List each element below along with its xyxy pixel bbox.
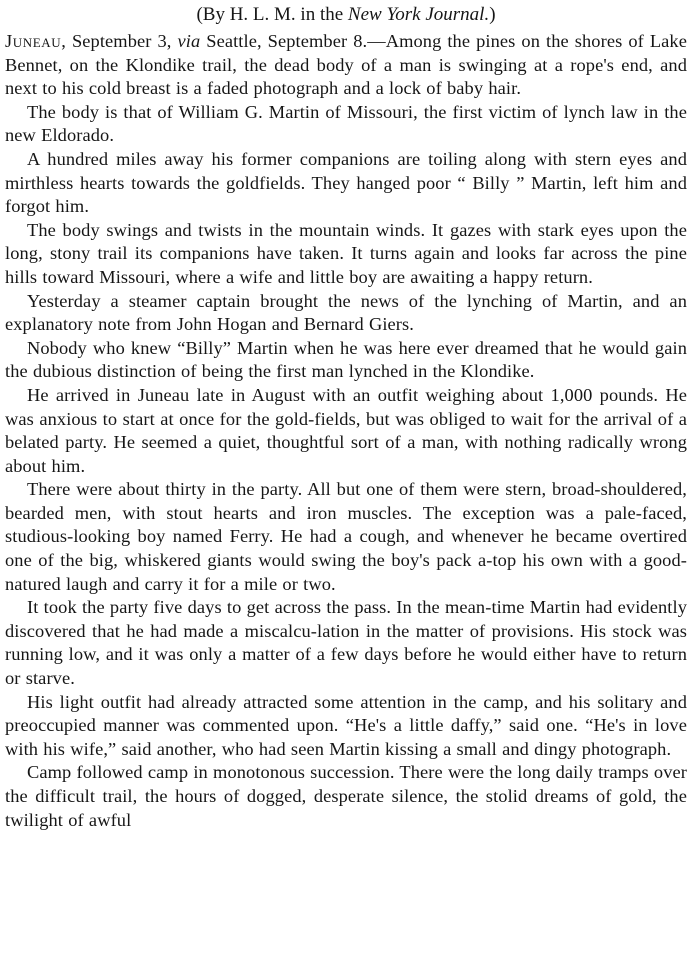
article-paragraph-4: The body swings and twists in the mountain winds. It gazes with stark eyes upon the long, stony trail its companions have taken. It turns again and looks far across the pine hills toward Missouri, where a wife and little boy are awaiting a happy return.	[5, 219, 687, 287]
dateline-rest: Seattle, September 8.—	[200, 31, 386, 51]
dateline-via: via	[177, 31, 201, 51]
dateline-place: Juneau	[5, 31, 62, 51]
article-paragraph-9: It took the party five days to get across the pass. In the mean-time Martin had evidently discovered that he had made a miscalcu-lation in the matter of provisions. His stock was running low, and it was only a matter of a few days before he would either have to return or starve.	[5, 597, 687, 689]
article-paragraph-8: There were about thirty in the party. All but one of them were stern, broad-shouldered, bearded men, with stout hearts and iron muscles. The exception was a pale-faced, studious-looking boy named Ferry. He had a cough, and whenever he became overtired one of the big, whiskered giants would swing the boy's pack a-top his own with a good-natured laugh and carry it for a mile or two.	[5, 479, 687, 594]
article-paragraph-5: Yesterday a steamer captain brought the news of the lynching of Martin, and an explanatory note from John Hogan and Bernard Giers.	[5, 290, 687, 335]
article-paragraph-3: A hundred miles away his former companions are toiling along with stern eyes and mirthless hearts towards the goldfields. They hanged poor “ Billy ” Martin, left him and forgot him.	[5, 148, 687, 217]
byline	[5, 3, 687, 27]
article-paragraph-2: The body is that of William G. Martin of Missouri, the first victim of lynch law in the new Eldorado.	[5, 101, 687, 146]
article-paragraph-6: Nobody who knew “Billy” Martin when he was here ever dreamed that he would gain the dubious distinction of being the first man lynched in the Klondike.	[5, 337, 687, 382]
article-paragraph-10: His light outfit had already attracted some attention in the camp, and his solitary and preoccupied manner was commented upon. “He's a little daffy,” said one. “He's in love with his wife,” said another, who had seen Martin kissing a small and dingy photograph.	[5, 691, 687, 759]
byline-prefix: (By H. L. M. in the	[196, 4, 348, 25]
byline-publication: New York Journal.	[347, 4, 490, 25]
byline-suffix: )	[489, 4, 496, 25]
article-body	[5, 30, 687, 832]
article-paragraph-7: He arrived in Juneau late in August with an outfit weighing about 1,000 pounds. He was anxious to start at once for the gold-fields, but was obliged to wait for the arrival of a belated party. He seemed a quiet, thoughtful sort of a man, with nothing radically wrong about him.	[5, 384, 687, 476]
article-paragraph-1	[5, 30, 687, 101]
paragraph-text: Among the pines on the shores of Lake Bennet, on the Klondike trail, the dead body of a man is swinging at a rope's end, and next to his cold breast is a faded photograph and a lock of baby hair.	[5, 31, 687, 99]
dateline-date: , September 3,	[61, 31, 178, 51]
article-paragraph-11: Camp followed camp in monotonous succession. There were the long daily tramps over the difficult trail, the hours of dogged, desperate silence, the stolid dreams of gold, the twilight of awful	[5, 762, 687, 830]
